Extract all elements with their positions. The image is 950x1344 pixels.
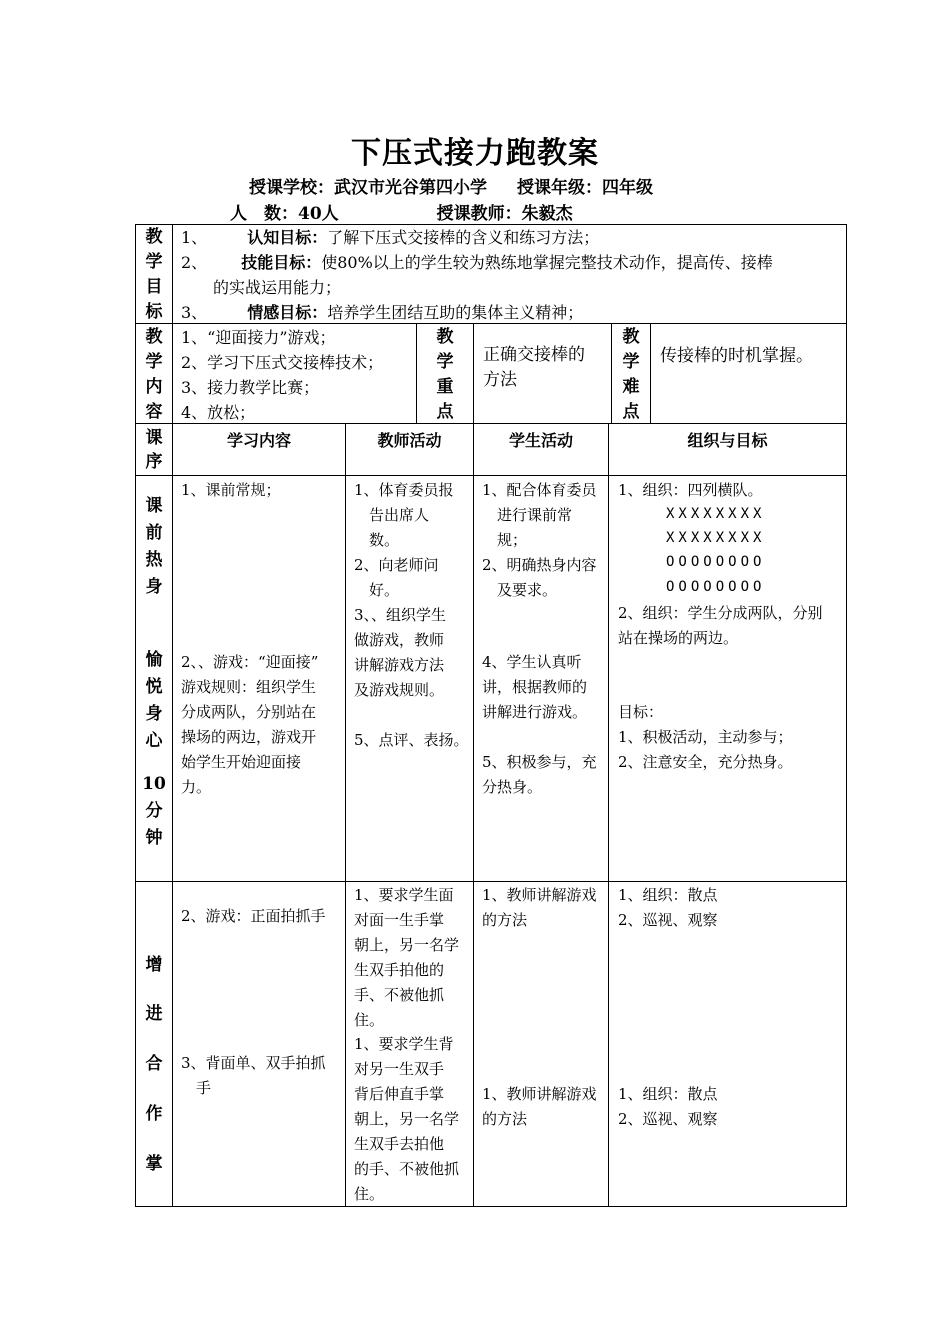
table-rule bbox=[135, 475, 847, 476]
s1-student-1: 1、配合体育委员 进行课前常 规； 2、明确热身内容 及要求。 bbox=[482, 481, 597, 599]
s2-org-1: 1、组织：散点 2、巡视、观察 bbox=[618, 886, 718, 929]
s1-student-2: 4、学生认真听 讲，根据教师的 讲解进行游戏。 5、积极参与，充 分热身。 bbox=[482, 653, 597, 796]
formation-row: XXXXXXXX bbox=[666, 530, 766, 546]
list-item: 3、接力教学比赛； bbox=[181, 378, 320, 397]
header-learn: 学习内容 bbox=[226, 431, 291, 450]
grade: 授课年级：四年级 bbox=[517, 178, 653, 198]
goal-emotion: 3、 情感目标：培养学生团结互助的集体主义精神； bbox=[181, 303, 584, 322]
formation-row: OOOOOOOO bbox=[666, 579, 766, 595]
s1-teacher: 1、体育委员报 告出席人 数。 2、向老师问 好。 3、、组织学生 做游戏，教师 讲解游戏方法 及游戏规则。 5、点评、表扬。 bbox=[354, 481, 469, 749]
s2-teacher-2: 1、要求学生背 对另一生双手 背后伸直手掌 朝上，另一名学 生双手去拍他 的手、不被他抓 住。 bbox=[354, 1035, 460, 1203]
list-item: 4、放松； bbox=[181, 403, 256, 422]
goal-skill: 2、 技能目标：使80%以上的学生较为熟练地掌握完整技术动作，提高传、接棒 bbox=[181, 253, 773, 272]
goal-skill-cont: 的实战运用能力； bbox=[213, 278, 342, 297]
table-border bbox=[846, 224, 847, 1207]
table-rule bbox=[135, 881, 847, 882]
table-rule bbox=[473, 323, 474, 423]
table-border bbox=[135, 1206, 847, 1207]
s1-org-2: 2、组织：学生分成两队，分别 站在操场的两边。 bbox=[618, 604, 823, 647]
s2-teacher-1: 1、要求学生面 对面一生手掌 朝上，另一名学 生双手拍他的 手、不被他抓 住。 bbox=[354, 886, 460, 1029]
table-rule bbox=[650, 323, 651, 423]
s2-learn-2: 3、背面单、双手拍抓 手 bbox=[181, 1054, 326, 1097]
teacher-name: 授课教师：朱毅杰 bbox=[436, 204, 573, 224]
table-rule bbox=[608, 423, 609, 1207]
s1-learn-2: 2、、游戏：“迎面接” 游戏规则：组织学生 分成两队，分别站在 操场的两边，游戏开 始学生开始迎面接 力。 bbox=[181, 653, 319, 796]
table-rule bbox=[345, 423, 346, 1207]
page-title: 下压式接力跑教案 bbox=[351, 136, 599, 171]
info-line-1 bbox=[249, 173, 653, 198]
list-item: 1、“迎面接力”游戏； bbox=[181, 328, 336, 347]
info-line-2 bbox=[230, 199, 573, 224]
student-count: 人 数：40人 bbox=[230, 204, 339, 224]
header-teacher: 教师活动 bbox=[377, 431, 442, 450]
s1-goals: 目标： 1、积极活动，主动参与； 2、注意安全，充分热身。 bbox=[618, 703, 793, 771]
header-student: 学生活动 bbox=[508, 431, 573, 450]
s2-student-2: 1、教师讲解游戏 的方法 bbox=[482, 1085, 597, 1128]
table-rule bbox=[473, 423, 474, 1207]
table-border bbox=[135, 224, 136, 1207]
key-point: 正确交接棒的 方法 bbox=[483, 345, 585, 390]
table-rule bbox=[611, 323, 612, 423]
s1-org-1: 1、组织：四列横队。 bbox=[618, 481, 763, 499]
formation-row: OOOOOOOO bbox=[666, 554, 766, 570]
formation-row: XXXXXXXX bbox=[666, 506, 766, 522]
table-rule bbox=[172, 224, 173, 1207]
difficulty-point: 传接棒的时机掌握。 bbox=[660, 346, 813, 366]
table-rule bbox=[416, 323, 417, 423]
header-org: 组织与目标 bbox=[687, 431, 768, 450]
school: 授课学校：武汉市光谷第四小学 bbox=[249, 178, 487, 198]
s2-learn-1: 2、游戏：正面拍抓手 bbox=[181, 907, 326, 925]
s1-learn-1: 1、课前常规； bbox=[181, 481, 281, 499]
list-item: 2、学习下压式交接棒技术； bbox=[181, 353, 384, 372]
goal-cognitive: 1、 认知目标：了解下压式交接棒的含义和练习方法； bbox=[181, 228, 600, 247]
s2-org-2: 1、组织：散点 2、巡视、观察 bbox=[618, 1085, 718, 1128]
s2-student-1: 1、教师讲解游戏 的方法 bbox=[482, 886, 597, 929]
